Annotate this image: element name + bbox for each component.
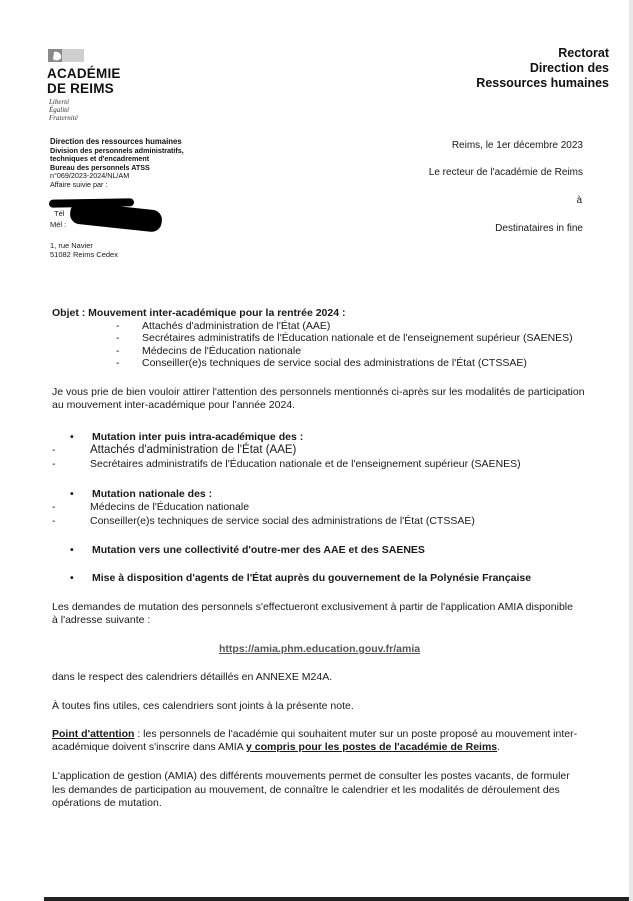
list-item: - Médecins de l'Éducation nationale <box>52 501 250 513</box>
sender-line4: Bureau des personnels ATSS <box>50 162 150 172</box>
list-item: - Attachés d'administration de l'État (AAE) <box>52 444 297 456</box>
list-item: - Conseiller(e)s techniques de service social des administrations de l'État (CTSSAE) <box>52 515 475 527</box>
redaction-mark <box>69 201 163 232</box>
attention-emphasis: y compris pour les postes de l'académie de Reims <box>246 741 498 754</box>
section-outre-mer: • Mutation vers une collectivité d'outre-mer des AAE et des SAENES <box>70 544 425 556</box>
calendar-paragraph: dans le respect des calendriers détaillés en ANNEXE M24A. <box>52 671 333 683</box>
amia-link[interactable]: https://amia.phm.education.gouv.fr/amia <box>219 643 421 655</box>
header-line1: Rectorat <box>558 46 609 60</box>
sender-line1: Direction des ressources humaines <box>50 137 182 146</box>
joined-paragraph: À toutes fins utiles, ces calendriers sont joints à la présente note. <box>52 700 354 712</box>
amia-paragraph: Les demandes de mutation des personnels s'effectueront exclusivement à partir de l'application AMIA disponible à l'adresse suivante : <box>52 601 573 627</box>
tel-label: Tél <box>54 209 65 218</box>
section-mutation-inter: • Mutation inter puis intra-académique des : <box>70 431 304 443</box>
page-right-edge <box>629 0 633 901</box>
section-polynesie: • Mise à disposition d'agents de l'État auprès du gouvernement de la Polynésie Française <box>70 572 532 584</box>
objet-list <box>116 320 573 369</box>
academie-logo-text <box>47 66 121 96</box>
intro-paragraph: Je vous prie de bien vouloir attirer l'attention des personnels mentionnés ci-après sur les modalités de participation au mouvement inter-académique pour l'année 2024. <box>52 386 585 412</box>
address-line2: 51082 Reims Cedex <box>50 250 118 259</box>
letter-from: Le recteur de l'académie de Reims <box>428 167 583 178</box>
letter-date: Reims, le 1er décembre 2023 <box>451 140 583 151</box>
sender-line3: techniques et d'encadrement <box>50 154 150 164</box>
list-item: - Attachés d'administration de l'État (AAE) <box>116 320 331 332</box>
sender-line2: Division des personnels administratifs, <box>50 145 184 155</box>
sender-ref: n°069/2023-2024/NL/AM <box>50 171 130 181</box>
logo-name-line1: ACADÉMIE <box>47 66 121 81</box>
objet-title: Objet : Mouvement inter-académique pour la rentrée 2024 : <box>52 307 346 319</box>
sender-address <box>50 241 118 259</box>
page-bottom-edge <box>44 897 633 901</box>
list-item: - Secrétaires administratifs de l'Éducation nationale et de l'enseignement supérieur (SAENES) <box>116 332 573 345</box>
republic-motto <box>49 98 78 122</box>
header-line2: Direction des <box>529 61 609 75</box>
logo-name-line2: DE REIMS <box>47 81 114 96</box>
header-line3: Ressources humaines <box>476 76 609 90</box>
list-item: - Secrétaires administratifs de l'Éducation nationale et de l'enseignement supérieur (SAENES) <box>52 458 521 470</box>
rectorat-header <box>476 46 609 91</box>
motto-liberte: Liberté <box>49 98 70 106</box>
closing-paragraph: L'application de gestion (AMIA) des différents mouvements permet de consulter les postes vacants, de formuler les demandes de participation au mouvement, de connaître le calendrier et les modalités de déroulement des opérations de mutation. <box>52 770 570 810</box>
letter-a: à <box>576 195 582 206</box>
mel-label: Mél : <box>50 220 67 229</box>
motto-egalite: Égalité <box>49 106 70 114</box>
address-line1: 1, rue Navier <box>50 241 93 250</box>
marianne-logo-icon <box>48 49 84 62</box>
sender-block <box>50 138 184 190</box>
motto-fraternite: Fraternité <box>49 114 78 122</box>
letter-recipients: Destinataires in fine <box>495 223 583 234</box>
list-item: - Conseiller(e)s techniques de service social des administrations de l'État (CTSSAE) <box>116 356 527 369</box>
attention-label: Point d'attention <box>52 728 135 740</box>
list-item: - Médecins de l'Éducation nationale <box>116 344 302 357</box>
attention-paragraph: Point d'attention : les personnels de l'académie qui souhaitent muter sur un poste proposé au mouvement inter- académique doivent s'inscrire dans AMIA y compris pour les postes de l'académie de Reims. <box>52 728 578 754</box>
section-mutation-nationale: • Mutation nationale des : <box>70 488 213 500</box>
sender-affaire: Affaire suivie par : <box>50 179 108 189</box>
